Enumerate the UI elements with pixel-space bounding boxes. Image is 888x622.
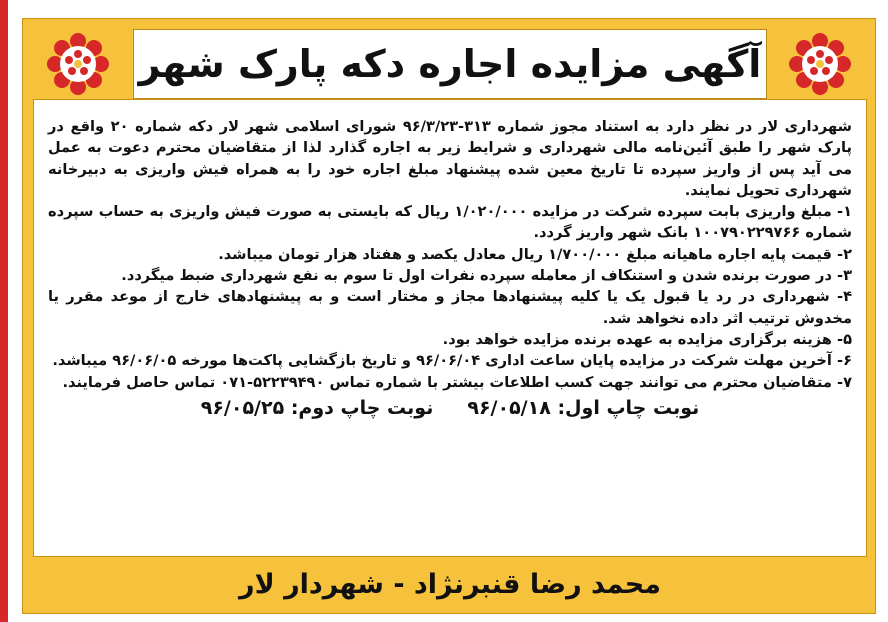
- notice-item-4: ۴- شهرداری در رد یا قبول یک یا کلیه پیشنهادها مجاز و مختار است و به پیشنهادهای خارج از موعد مقرر یا مخدوش ترتیب اثر داده نخواهد شد.: [48, 288, 852, 327]
- notice-item-1: ۱- مبلغ واریزی بابت سپرده شرکت در مزایده ۱/۰۲۰/۰۰۰ ریال که بایستی به صورت فیش واریزی به حساب سپرده شماره ۱۰۰۷۹۰۲۲۹۷۶۶ بانک شهر واریز گردد.: [48, 203, 852, 242]
- first-print: [467, 397, 699, 419]
- notice-item-5: ۵- هزینه برگزاری مزایده به عهده برنده مزایده خواهد بود.: [442, 330, 852, 348]
- notice-title: آگهی مزایده اجاره دکه پارک شهر: [138, 42, 762, 86]
- first-print-date: ۹۶/۰۵/۱۸: [467, 396, 551, 419]
- notice-body: [33, 99, 867, 557]
- notice-footer: [33, 563, 867, 605]
- print-dates: [48, 397, 852, 419]
- municipality-emblem-icon: [787, 31, 853, 97]
- notice-item-3: ۳- در صورت برنده شدن و استنکاف از معامله سپرده نفرات اول تا سوم به نفع شهرداری ضبط میگردد.: [121, 267, 852, 285]
- notice-frame: [22, 18, 876, 614]
- notice-header: [133, 29, 767, 99]
- second-print: [201, 397, 434, 419]
- notice-item-6: ۶- آخرین مهلت شرکت در مزایده پایان ساعت اداری ۹۶/۰۶/۰۴ و تاریخ بازگشایی پاکت‌ها مورخه ۹۶/۰۶/۰۵ میباشد.: [52, 352, 852, 370]
- notice-content: [48, 116, 852, 393]
- municipality-emblem-icon: [45, 31, 111, 97]
- notice-intro: شهرداری لار در نظر دارد به استناد مجوز شماره ۳۱۳-۹۶/۳/۲۳ شورای اسلامی شهر لار دکه شماره ۲۰ واقع در پارک شهر را طبق آئین‌نامه مالی شهرداری و شرایط زیر به اجاره گذارد لذا از متقاضیان محترم دعوت به عمل می آید پس از واریز سپرده تا تاریخ معین شده پیشنهاد مبلغ اجاره خود را به همراه فیش واریزی به دبیرخانه شهرداری تحویل نمایند.: [48, 118, 852, 199]
- first-print-label: نوبت چاپ اول:: [557, 396, 700, 419]
- mayor-signature: محمد رضا قنبرنژاد - شهردار لار: [239, 568, 661, 600]
- second-print-label: نوبت چاپ دوم:: [290, 396, 434, 419]
- notice-item-2: ۲- قیمت پایه اجاره ماهیانه مبلغ ۱/۷۰۰/۰۰۰ ریال معادل یکصد و هفتاد هزار تومان میباشد.: [218, 245, 852, 263]
- red-edge-bar: [0, 0, 8, 622]
- second-print-date: ۹۶/۰۵/۲۵: [200, 396, 285, 419]
- notice-item-7: ۷- متقاضیان محترم می توانند جهت کسب اطلاعات بیشتر با شماره تماس ۵۲۲۳۹۴۹۰-۰۷۱ تماس حاصل فرمایند.: [62, 373, 852, 391]
